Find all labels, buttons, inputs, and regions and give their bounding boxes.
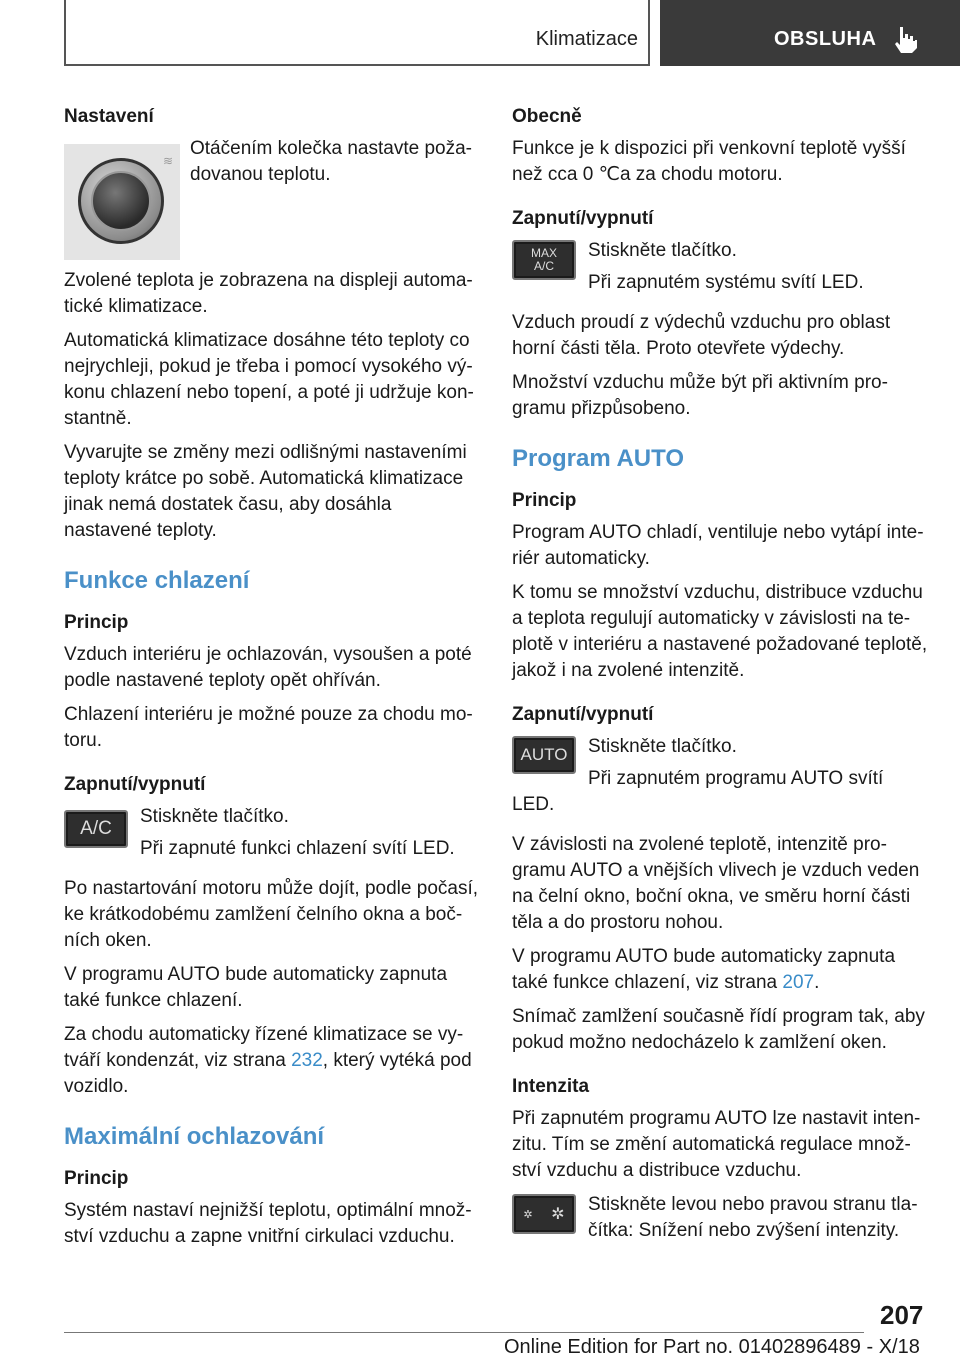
zapnuti-heading: Zapnutí/vypnutí: [64, 774, 206, 795]
princip-heading: Princip: [64, 612, 129, 633]
max-ac-button-icon: [512, 240, 576, 280]
intenzita-heading: Intenzita: [512, 1076, 590, 1097]
instruction-line: Stiskněte tlačítko.: [588, 736, 737, 757]
heat-symbol-icon: ≋: [162, 154, 172, 168]
hand-pointer-icon: [892, 24, 918, 54]
princip-heading: Princip: [512, 490, 577, 511]
section-heading-funkce-chlazeni: Funkce chlazení: [64, 567, 250, 594]
obecne-heading: Obecně: [512, 106, 582, 127]
page-number: 207: [880, 1300, 924, 1330]
fan-button-row: [512, 1192, 930, 1250]
page-link-232[interactable]: 232: [291, 1050, 323, 1071]
paragraph: Při zapnutém programu AUTO lze nastavit inten-zitu. Tím se změní automatická regulace množ-ství vzduchu a distribuce vzduchu.: [512, 1108, 921, 1181]
temperature-knob-icon: [64, 144, 180, 260]
auto-button-icon: AUTO: [512, 736, 576, 774]
paragraph-with-link: [64, 1022, 482, 1100]
fan-intensity-icon: [512, 1194, 576, 1234]
paragraph: Systém nastaví nejnižší teplotu, optimální množ-ství vzduchu a zapne vnitřní cirkulaci vzduchu.: [64, 1200, 472, 1247]
paragraph: V programu AUTO bude automaticky zapnuta také funkce chlazení.: [64, 964, 448, 1011]
paragraph: Vyvarujte se změny mezi odlišnými nastaveními teploty krátce po sobě. Automatická klimatizace jinak nemá dostatek času, aby dosáhla nastavené teploty.: [64, 442, 467, 541]
paragraph-with-link: [512, 944, 930, 996]
section-heading-program-auto: Program AUTO: [512, 445, 685, 472]
text-run: V programu AUTO bude automaticky zapnuta také funkce chlazení, viz strana: [512, 946, 896, 993]
max-ac-label-line2: A/C: [533, 259, 554, 273]
paragraph: Program AUTO chladí, ventiluje nebo vytápí inte-riér automaticky.: [512, 522, 924, 569]
instruction-line: Stiskněte levou nebo pravou stranu tla-čítka: Snížení nebo zvýšení intenzity.: [588, 1194, 918, 1241]
instruction-line: Při zapnutém programu AUTO svítí LED.: [512, 768, 884, 815]
page-link-207[interactable]: 207: [782, 972, 815, 993]
paragraph: Snímač zamlžení současně řídí program tak, aby pokud možno nedocházelo k zamlžení oken.: [512, 1006, 925, 1053]
paragraph: Funkce je k dispozici při venkovní teplotě vyšší než cca 0 ℃a za chodu motoru.: [512, 138, 906, 185]
section-heading-maximalni-ochlazovani: Maximální ochlazování: [64, 1123, 325, 1150]
right-column: [512, 104, 930, 1258]
paragraph: Automatická klimatizace dosáhne této teploty co nejrychleji, pokud je třeba i pomocí vysokého vý-konu chlazení nebo topení, a poté ji udržuje kon-stantně.: [64, 330, 474, 429]
header-section-title: Klimatizace: [535, 28, 638, 50]
footer-divider: [64, 1332, 864, 1333]
fan-high-icon: ✲: [551, 1206, 565, 1223]
auto-button-row: [512, 734, 930, 824]
instruction-line: Stiskněte tlačítko.: [588, 240, 737, 261]
paragraph: K tomu se množství vzduchu, distribuce vzduchu a teplota regulují automaticky v závislosti na te-plotě v interiéru a nastavené požadované teplotě, jakož i na zvolené intenzitě.: [512, 582, 928, 681]
paragraph: Množství vzduchu může být při aktivním pro-gramu přizpůsobeno.: [512, 372, 888, 419]
text-run: .: [814, 972, 820, 993]
paragraph: Zvolené teplota je zobrazena na displeji automa-tické klimatizace.: [64, 270, 473, 317]
header-chapter-label: OBSLUHA: [774, 28, 877, 50]
header-chapter-tab: [660, 0, 960, 66]
paragraph: Po nastartování motoru může dojít, podle počasí, ke krátkodobému zamlžení čelního okna a boč-ních oken.: [64, 878, 479, 951]
paragraph: Vzduch interiéru je ochlazován, vysoušen a poté podle nastavené teploty opět ohříván.: [64, 644, 472, 691]
nastaveni-heading: Nastavení: [64, 106, 154, 127]
text-run: Za chodu automaticky řízené klimatizace se vy-tváří kondenzát, viz strana: [64, 1024, 464, 1071]
paragraph: Chlazení interiéru je možné pouze za chodu mo-toru.: [64, 704, 473, 751]
ac-button-icon: A/C: [64, 810, 128, 848]
zapnuti-heading: Zapnutí/vypnutí: [512, 704, 654, 725]
instruction-line: Stiskněte tlačítko.: [140, 806, 289, 827]
nastaveni-text: Otáčením kolečka nastavte poža-dovanou teplotu.: [190, 138, 472, 185]
nastaveni-figure-row: [64, 136, 482, 260]
max-ac-button-row: [512, 238, 930, 302]
paragraph: V závislosti na zvolené teplotě, intenzitě pro-gramu AUTO a vnějších vlivech je vzduch veden na čelní okno, boční okna, ve směru horní části těla a do prostoru nohou.: [512, 834, 920, 933]
princip-heading: Princip: [64, 1168, 129, 1189]
page-header: [64, 0, 960, 66]
instruction-line: Při zapnutém systému svítí LED.: [588, 272, 864, 293]
paragraph: Vzduch proudí z výdechů vzduchu pro oblast horní části těla. Proto otevřete výdechy.: [512, 312, 891, 359]
instruction-line: Při zapnuté funkci chlazení svítí LED.: [140, 838, 455, 859]
text-run: , který vytéká pod vozidlo.: [64, 1050, 472, 1097]
zapnuti-heading: Zapnutí/vypnutí: [512, 208, 654, 229]
left-column: [64, 104, 482, 1258]
max-ac-label-line1: MAX: [530, 246, 557, 260]
ac-button-row: [64, 804, 482, 868]
fan-low-icon: ✲: [523, 1208, 533, 1221]
footer-edition: Online Edition for Part no. 01402896489 - X/18: [504, 1336, 920, 1358]
